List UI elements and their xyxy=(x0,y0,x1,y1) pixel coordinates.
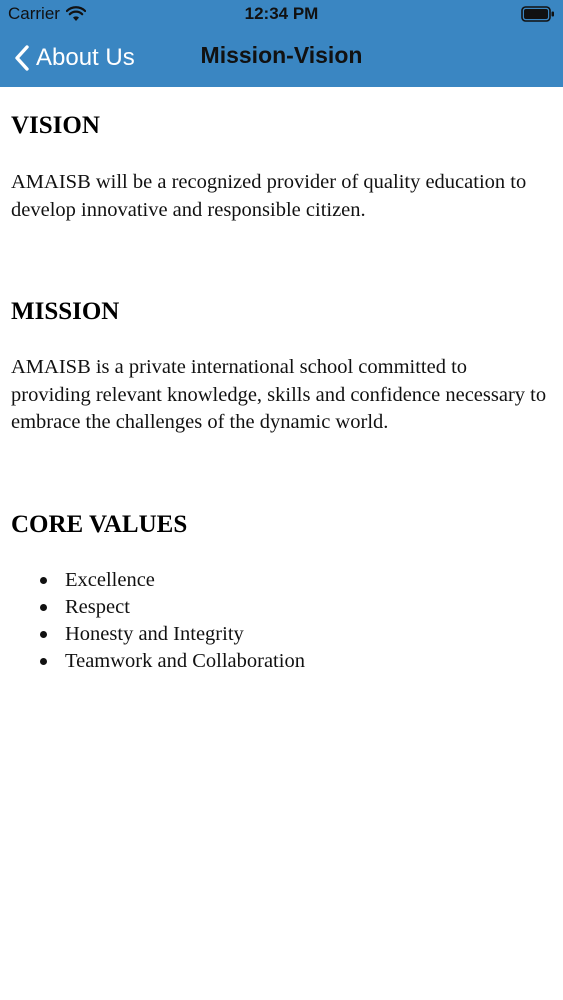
mission-text: AMAISB is a private international school committed to providing relevant knowledge, skills and confidence necessary to embrace the challenges of the dynamic world. xyxy=(11,356,547,433)
list-item-label: Respect xyxy=(65,596,130,618)
list-item-label: Honesty and Integrity xyxy=(65,623,244,645)
core-values-heading: CORE VALUES xyxy=(11,511,188,538)
mission-heading: MISSION xyxy=(11,298,120,325)
top-bar xyxy=(0,0,563,87)
list-item-label: Teamwork and Collaboration xyxy=(65,650,305,672)
bullet-icon xyxy=(40,658,47,665)
bullet-icon xyxy=(40,631,47,638)
vision-text: AMAISB will be a recognized provider of quality education to develop innovative and responsible citizen. xyxy=(11,171,527,221)
list-item xyxy=(11,567,305,594)
status-time: 12:34 PM xyxy=(244,4,319,23)
bullet-icon xyxy=(40,577,47,584)
navigation-bar xyxy=(0,30,563,87)
status-bar xyxy=(0,0,563,30)
battery-icon xyxy=(521,6,555,22)
list-item xyxy=(11,621,305,648)
carrier-label: Carrier xyxy=(8,4,60,23)
list-item-label: Excellence xyxy=(65,569,155,591)
list-item xyxy=(11,594,305,621)
list-item xyxy=(11,648,305,675)
core-values-list xyxy=(11,567,305,675)
vision-heading: VISION xyxy=(11,112,100,139)
page-title: Mission-Vision xyxy=(200,42,363,68)
back-button-label: About Us xyxy=(36,44,135,71)
bullet-icon xyxy=(40,604,47,611)
